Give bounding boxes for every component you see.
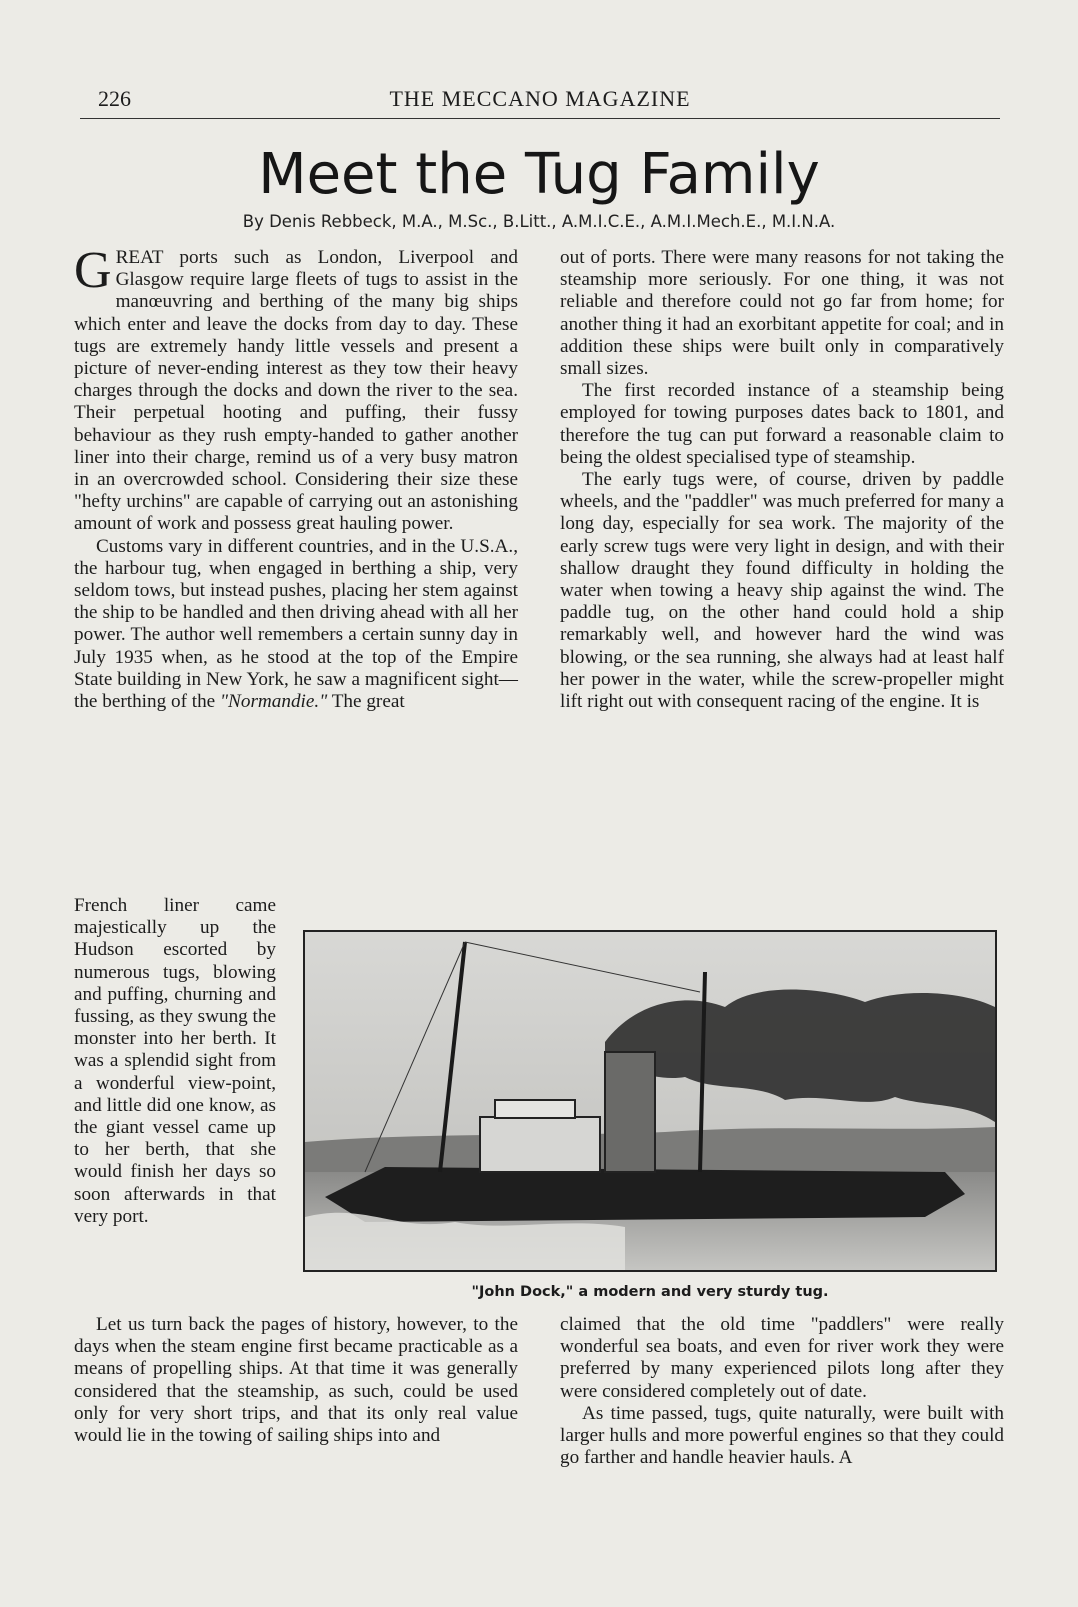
column-left-top (74, 242, 518, 713)
deckhouse (480, 1117, 600, 1172)
tug-illustration (305, 932, 995, 1270)
photo-caption: "John Dock," a modern and very sturdy tug. (471, 1284, 829, 1300)
column-right-bottom (560, 1314, 1004, 1469)
article-title: Meet the Tug Family (258, 142, 820, 207)
paragraph: Let us turn back the pages of history, however, to the days when the steam engine first became practicable as a means of propelling ships. At that time it was generally considered that the steamship, as such, could be used only for very short trips, and that its only real value would lie in the towing of sailing ships into and (74, 1314, 518, 1447)
page-header (80, 84, 1000, 119)
article-byline: By Denis Rebbeck, M.A., M.Sc., B.Litt., A.M.I.C.E., A.M.I.Mech.E., M.I.N.A. (242, 212, 836, 231)
page-number: 226 (98, 86, 131, 111)
paragraph-continued: out of ports. There were many reasons for not taking the steamship more seriously. For one thing, it was not reliable and therefore could not go far from home; for another thing it had an exorbitant appetite for coal; and in addition these ships were built only in comparatively small sizes. (560, 247, 1004, 380)
ship-name: "Normandie." (220, 691, 328, 713)
column-left-wrap (74, 895, 276, 1228)
paragraph-continued: claimed that the old time "paddlers" were really wonderful sea boats, and even for river work they were preferred by many experienced pilots long after they were considered completely out of date. (560, 1314, 1004, 1402)
paragraph: The first recorded instance of a steamship being employed for towing purposes dates back to 1801, and therefore the tug can put forward a reasonable claim to being the oldest specialised type of steamship. (560, 380, 1004, 468)
paragraph: Customs vary in different countries, and in the U.S.A., the harbour tug, when engaged in berthing a ship, very seldom tows, but instead pushes, placing her stem against the ship to be handled and then driving ahead with all her power. The author well remembers a certain sunny day in July 1935 when, as he stood at the top of the Empire State building in New York, he saw a magnificent sight—the berthing of the "Normandie." The great (74, 535, 518, 713)
paragraph: As time passed, tugs, quite naturally, were built with larger hulls and more powerful engines so that they could go farther and handle heavier hauls. A (560, 1402, 1004, 1469)
column-left-bottom (74, 1314, 518, 1447)
paragraph: The early tugs were, of course, driven by paddle wheels, and the "paddler" was much preferred for many a long day, especially for sea work. The majority of the early screw tugs were very light in design, and with their shallow draught they found difficulty in holding the water when towing a heavy ship against the wind. The paddle tug, on the other hand could hold a ship remarkably well, and however hard the wind was blowing, or the sea running, she always had at least half her power in the water, while the screw-propeller might lift right out with consequent racing of the engine. It is (560, 469, 1004, 713)
tug-hull (325, 1167, 965, 1222)
tug-photograph (303, 930, 997, 1272)
bridge (495, 1100, 575, 1118)
column-right-top (560, 247, 1004, 713)
drop-cap: G (74, 242, 112, 299)
paragraph-continued: French liner came majestically up the Hudson escorted by numerous tugs, blowing and puffing, churning and fussing, as they swung the monster into her berth. It was a splendid sight from a wonderful view-point, and little did one know, as the giant vessel came up to her berth, that she would finish her days so soon afterwards in that very port. (74, 895, 276, 1227)
magazine-title: THE MECCANO MAGAZINE (389, 86, 691, 111)
funnel (605, 1052, 655, 1172)
paragraph: GREAT ports such as London, Liverpool and Glasgow require large fleets of tugs to assist in the manœuvring and berthing of the many big ships which enter and leave the docks from day to day. These tugs are extremely handy little vessels and present a picture of never-ending interest as they tow their heavy charges through the docks and down the river to the sea. Their perpetual hooting and puffing, their fussy behaviour as they rush empty-handed to gather another liner into their charge, remind us of a very busy matron in an overcrowded school. Considering their size these "hefty urchins" are capable of carrying out an astonishing amount of work and possess great hauling power. (74, 242, 518, 535)
